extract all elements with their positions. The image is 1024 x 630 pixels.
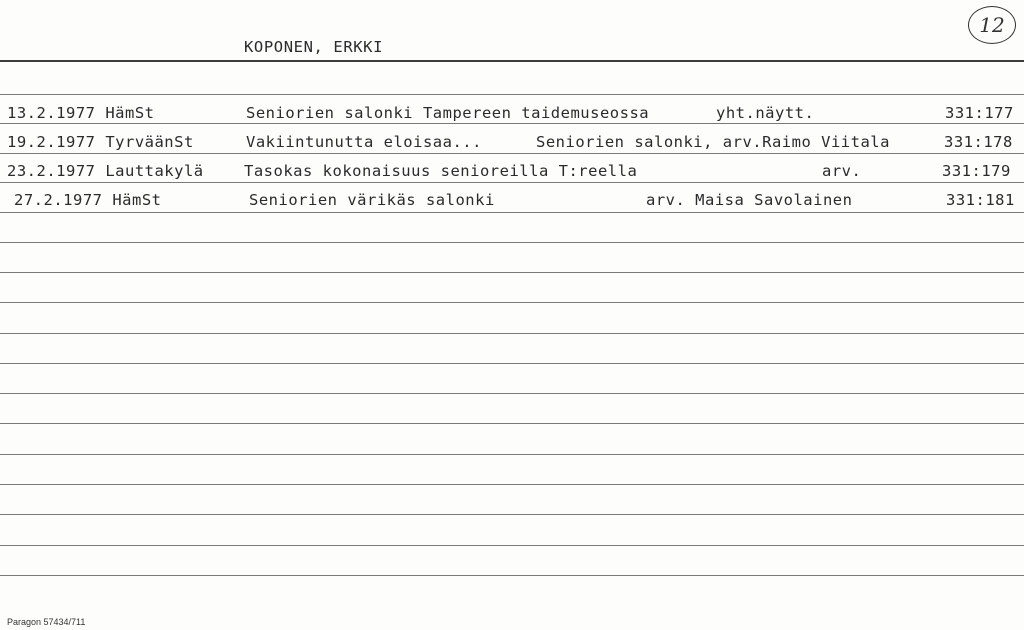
entry-date-source: 13.2.1977 HämSt xyxy=(7,104,155,122)
entry-title: Seniorien värikäs salonki xyxy=(249,191,495,209)
ruled-line xyxy=(0,212,1024,213)
entry-ref: 331:179 xyxy=(942,162,1011,180)
card-name: KOPONEN, ERKKI xyxy=(244,38,384,56)
ruled-line xyxy=(0,545,1024,546)
ruled-line xyxy=(0,393,1024,394)
ruled-line xyxy=(0,514,1024,515)
entry-title: Tasokas kokonaisuus senioreilla T:reella xyxy=(244,162,638,180)
ruled-line xyxy=(0,153,1024,154)
ruled-line xyxy=(0,123,1024,124)
ruled-line xyxy=(0,182,1024,183)
entry-title: Vakiintunutta eloisaa... xyxy=(246,133,482,151)
entry-ref: 331:178 xyxy=(944,133,1013,151)
ruled-line xyxy=(0,484,1024,485)
ruled-line xyxy=(0,363,1024,364)
entry-note: Seniorien salonki, arv.Raimo Viitala xyxy=(536,133,890,151)
entry-date-source: 19.2.1977 TyrväänSt xyxy=(7,133,194,151)
ruled-line xyxy=(0,454,1024,455)
ruled-line xyxy=(0,333,1024,334)
ruled-line xyxy=(0,94,1024,95)
entry-date-source: 23.2.1977 Lauttakylä xyxy=(7,162,204,180)
ruled-line xyxy=(0,272,1024,273)
card-footer-print: Paragon 57434/711 xyxy=(7,617,86,627)
entry-note: arv. Maisa Savolainen xyxy=(646,191,853,209)
entry-note: yht.näytt. xyxy=(716,104,815,122)
header-rule xyxy=(0,60,1024,62)
ruled-line xyxy=(0,242,1024,243)
entry-date-source: 27.2.1977 HämSt xyxy=(14,191,162,209)
ruled-line xyxy=(0,423,1024,424)
card-number-circle: 12 xyxy=(968,6,1016,44)
ruled-line xyxy=(0,302,1024,303)
entry-ref: 331:177 xyxy=(945,104,1014,122)
entry-title: Seniorien salonki Tampereen taidemuseossa xyxy=(246,104,650,122)
entry-note: arv. xyxy=(822,162,862,180)
ruled-line xyxy=(0,575,1024,576)
entry-ref: 331:181 xyxy=(946,191,1015,209)
